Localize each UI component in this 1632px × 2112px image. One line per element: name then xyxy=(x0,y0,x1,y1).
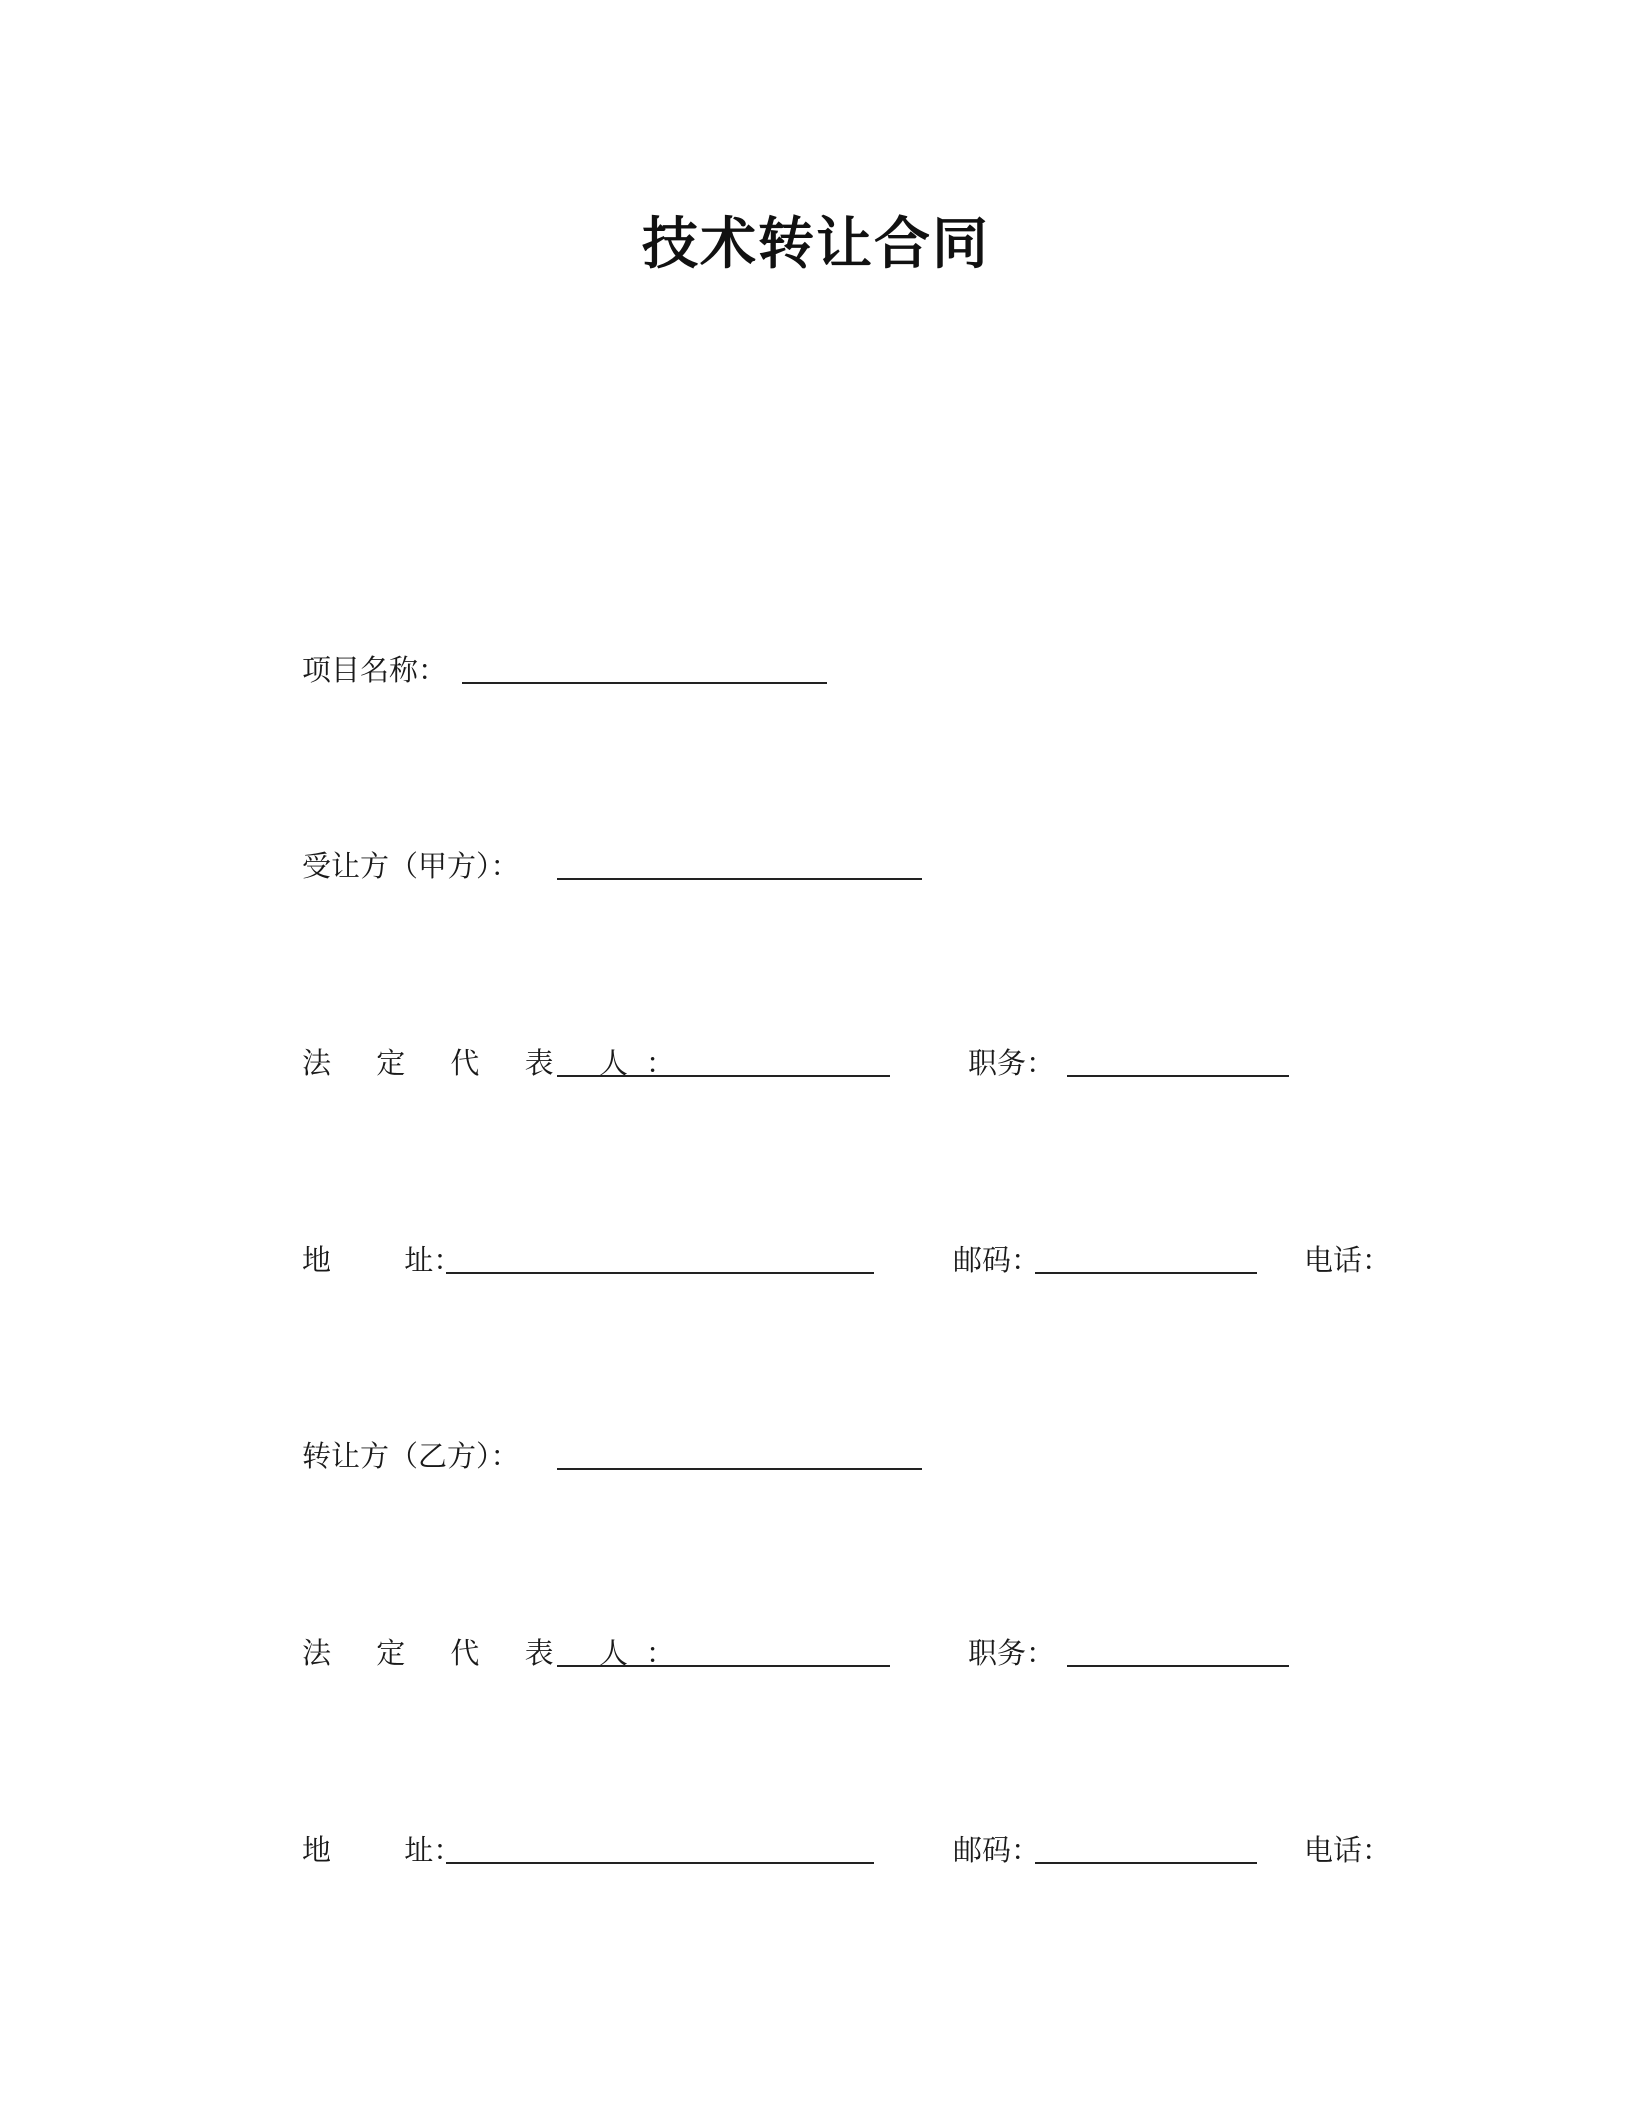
party-b-rep-label: 法 定 代 表 人： xyxy=(302,1636,693,1670)
party-a-rep-label: 法 定 代 表 人： xyxy=(302,1046,693,1080)
party-b-name-field[interactable] xyxy=(557,1468,922,1470)
party-b-position-label: 职务： xyxy=(968,1636,1056,1670)
project-name-field[interactable] xyxy=(462,682,827,684)
party-a-postcode-field[interactable] xyxy=(1035,1272,1257,1274)
page-title: 技术转让合同 xyxy=(642,212,990,277)
party-b-label: 转让方（乙方）： xyxy=(302,1439,520,1473)
party-a-label: 受让方（甲方）： xyxy=(302,849,520,883)
party-b-address-label: 地 址： xyxy=(302,1833,463,1867)
party-a-name-field[interactable] xyxy=(557,878,922,880)
party-a-address-label: 地 址： xyxy=(302,1243,463,1277)
project-name-row xyxy=(302,650,1402,690)
party-b-address-field[interactable] xyxy=(446,1862,874,1864)
party-a-rep-field[interactable] xyxy=(557,1075,890,1077)
party-b-address-row xyxy=(302,1830,1402,1870)
party-b-row xyxy=(302,1436,1402,1476)
party-b-postcode-label: 邮码： xyxy=(953,1833,1041,1867)
party-b-phone-label: 电话： xyxy=(1304,1833,1392,1867)
party-a-phone-label: 电话： xyxy=(1304,1243,1392,1277)
party-b-rep-field[interactable] xyxy=(557,1665,890,1667)
party-a-position-label: 职务： xyxy=(968,1046,1056,1080)
party-a-row xyxy=(302,846,1402,886)
party-b-postcode-field[interactable] xyxy=(1035,1862,1257,1864)
party-a-postcode-label: 邮码： xyxy=(953,1243,1041,1277)
party-b-position-field[interactable] xyxy=(1067,1665,1289,1667)
party-a-rep-row xyxy=(302,1043,1402,1083)
project-name-label: 项目名称： xyxy=(302,653,448,687)
party-a-address-row xyxy=(302,1240,1402,1280)
party-a-position-field[interactable] xyxy=(1067,1075,1289,1077)
party-b-rep-row xyxy=(302,1633,1402,1673)
party-a-address-field[interactable] xyxy=(446,1272,874,1274)
